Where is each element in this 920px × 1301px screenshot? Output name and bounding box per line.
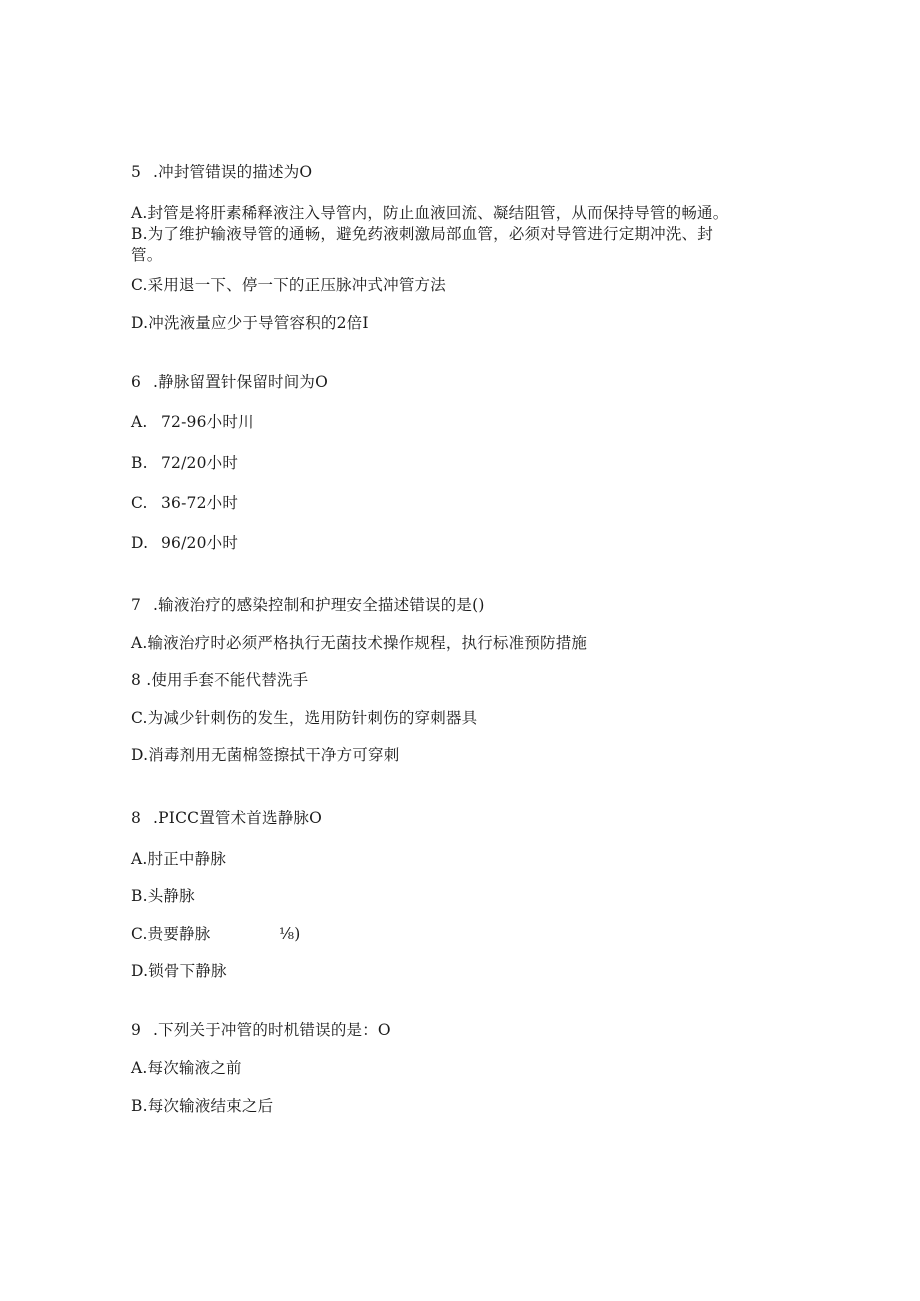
question-8-option-b: B.头静脉 — [131, 887, 195, 905]
question-6-option-c — [131, 493, 238, 513]
question-number: 6 — [131, 373, 142, 391]
question-number: 5 — [131, 163, 142, 181]
option-text: 96/20小时 — [161, 534, 239, 552]
question-6-stem — [131, 372, 328, 392]
question-7-option-c: C.为减少针刺伤的发生，选用防针刺伤的穿刺器具 — [131, 709, 478, 727]
option-letter: C. — [131, 494, 148, 512]
question-5-option-b: B.为了维护输液导管的通畅，避免药液刺激局部血管，必须对导管进行定期冲洗、封 — [131, 225, 713, 243]
question-9-option-a: A.每次输液之前 — [131, 1059, 242, 1077]
question-7-option-d: D.消毒剂用无菌棉签擦拭干净方可穿刺 — [131, 746, 400, 764]
option-text: 36-72小时 — [161, 494, 239, 512]
question-5-option-c: C.采用退一下、停一下的正压脉冲式冲管方法 — [131, 276, 446, 294]
question-number: 7 — [131, 596, 142, 614]
question-5-option-b-cont: 管。 — [131, 246, 163, 264]
question-8-option-c: C.贵要静脉 — [131, 925, 211, 943]
question-8-option-a: A.肘正中静脉 — [131, 850, 227, 868]
question-6-option-d — [131, 533, 238, 553]
question-5-stem — [131, 162, 312, 182]
question-9-option-b: B.每次输液结束之后 — [131, 1097, 274, 1115]
question-8-stem — [131, 808, 322, 828]
question-number: 8 — [131, 809, 142, 827]
question-7-option-a: A.输液治疗时必须严格执行无菌技术操作规程，执行标准预防措施 — [131, 634, 588, 652]
option-text: 72/20小时 — [161, 454, 239, 472]
question-text: .下列关于冲管的时机错误的是：O — [153, 1021, 391, 1039]
question-7-option-b: 8 .使用手套不能代替洗手 — [131, 671, 309, 689]
question-text: .冲封管错误的描述为O — [153, 163, 313, 181]
question-9-stem — [131, 1020, 391, 1040]
option-text: 72-96小时川 — [161, 413, 254, 431]
question-5-option-a: A.封管是将肝素稀释液注入导管内，防止血液回流、凝结阻管，从而保持导管的畅通。 — [131, 204, 729, 222]
option-letter: A. — [131, 413, 148, 431]
question-6-option-b — [131, 453, 238, 473]
question-8-option-d: D.锁骨下静脉 — [131, 962, 227, 980]
question-text: .静脉留置针保留时间为O — [153, 373, 329, 391]
option-letter: B. — [131, 454, 148, 472]
option-letter: D. — [131, 534, 149, 552]
stray-mark: ⅛) — [279, 925, 301, 943]
question-6-option-a — [131, 412, 254, 432]
question-5-option-d: D.冲洗液量应少于导管容积的2倍I — [131, 314, 369, 332]
question-text: .PICC置管术首选静脉O — [153, 809, 323, 827]
question-text: .输液治疗的感染控制和护理安全描述错误的是() — [153, 596, 485, 614]
question-7-stem — [131, 595, 485, 615]
question-number: 9 — [131, 1021, 142, 1039]
